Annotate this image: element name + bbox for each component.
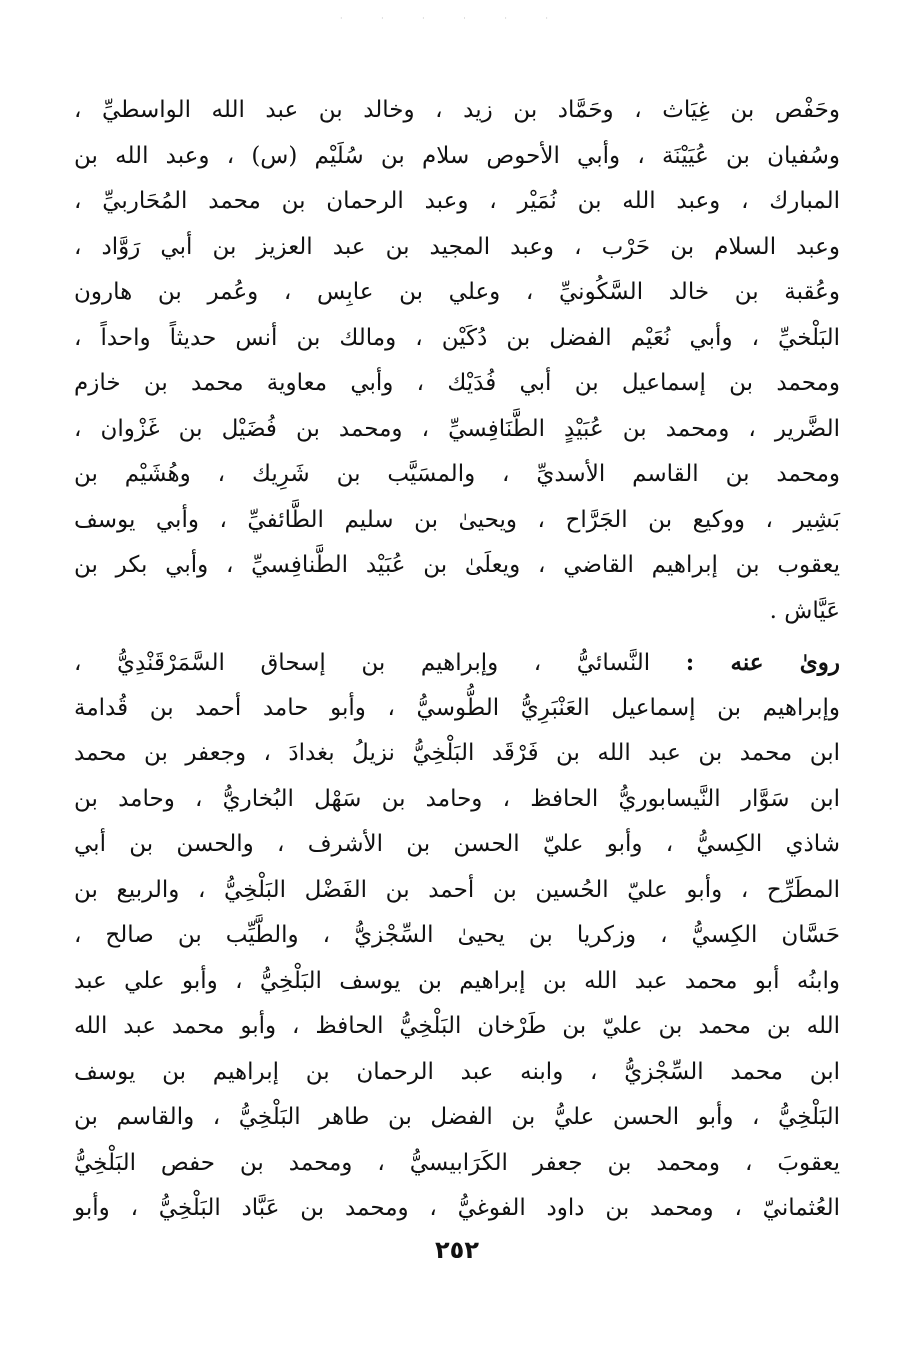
text-line: بَشِير ، ووكيع بن الجَرَّاح ، ويحيىٰ بن سليم الطَّائفيِّ ، وأبي يوسف: [74, 506, 840, 533]
text-line: وإبراهيم بن إسماعيل العَنْبَرِيُّ الطُّوسيُّ ، وأبو حامد أحمد بن قُدامة: [74, 694, 840, 721]
text-line: ومحمد بن إسماعيل بن أبي فُدَيْك ، وأبي معاوية محمد بن خازم: [74, 370, 840, 396]
text-line: وابنُه أبو محمد عبد الله بن إبراهيم بن يوسف البَلْخِيُّ ، وأبو علي عبد: [74, 967, 840, 994]
text-line: يعقوب بن إبراهيم القاضي ، ويعلَىٰ بن عُبَيْد الطَّنافِسيِّ ، وأبي بكر بن: [74, 552, 840, 578]
text-line: ابن محمد بن عبد الله بن فَرْقَد البَلْخِيُّ نزيلُ بغدادَ ، وجعفر بن محمد: [74, 740, 840, 766]
text-line-rest: النَّسائيُّ ، وإبراهيم بن إسحاق السَّمَرْقَنْدِيُّ ،: [74, 650, 651, 676]
text-line: ابن سَوَّار النَّيسابوريُّ الحافظ ، وحامد بن سَهْل البُخاريُّ ، وحامد بن: [74, 785, 840, 812]
narrated-by-paragraph: [74, 640, 840, 1232]
text-line: ومحمد بن القاسم الأسديِّ ، والمسَيَّب بن شَرِيك ، وهُشَيْم بن: [74, 461, 840, 487]
text-line: العُثمانيّ ، ومحمد بن داود الفوغيُّ ، ومحمد بن عَبَّاد البَلْخِيُّ ، وأبو: [74, 1195, 840, 1221]
text-line: المطَرِّح ، وأبو عليّ الحُسين بن أحمد بن الفَضْل البَلْخِيُّ ، والربيع بن: [74, 876, 840, 903]
narrators-from-paragraph: [74, 88, 840, 634]
page-number: ٢٥٢: [435, 1236, 479, 1264]
narrated-by-heading: روىٰ عنه :: [685, 649, 841, 676]
text-line: وحَفْص بن غِيَاث ، وحَمَّاد بن زيد ، وخالد بن عبد الله الواسطيِّ ،: [74, 97, 840, 123]
text-line: وعبد السلام بن حَرْب ، وعبد المجيد بن عبد العزيز بن أبي رَوَّاد ،: [74, 233, 840, 260]
text-line: الضَّرير ، ومحمد بن عُبَيْدٍ الطَّنَافِسيِّ ، ومحمد بن فُضَيْل بن غَزْوان ،: [74, 415, 840, 442]
text-line: وسُفيان بن عُيَيْنَة ، وأبي الأحوص سلام بن سُلَيْم (س) ، وعبد الله بن: [74, 142, 840, 169]
text-line: عَيَّاش .: [769, 597, 840, 624]
text-line-first: [74, 640, 840, 686]
text-line: يعقوبَ ، ومحمد بن جعفر الكَرَابيسيُّ ، ومحمد بن حفص البَلْخِيُّ: [74, 1149, 840, 1176]
text-line: الله بن محمد بن عليّ بن طَرْخان البَلْخِيُّ الحافظ ، وأبو محمد عبد الله: [74, 1013, 840, 1039]
text-line: البَلْخِيُّ ، وأبو الحسن عليُّ بن الفضل بن طاهر البَلْخِيُّ ، والقاسم بن: [74, 1104, 840, 1130]
text-line: ابن محمد السِّجْزيُّ ، وابنه عبد الرحمان بن إبراهيم بن يوسف: [74, 1058, 840, 1085]
text-line: حَسَّان الكِسيُّ ، وزكريا بن يحيىٰ السِّجْزيُّ ، والطَّيِّب بن صالح ،: [74, 922, 840, 948]
text-line: المبارك ، وعبد الله بن نُمَيْر ، وعبد الرحمان بن محمد المُحَاربيِّ ،: [74, 188, 840, 214]
text-line: شاذي الكِسيُّ ، وأبو عليّ الحسن بن الأشرف ، والحسن بن أبي: [74, 831, 840, 857]
scan-top-marks: · · · · · ·: [340, 14, 566, 23]
text-line: البَلْخيِّ ، وأبي نُعَيْم الفضل بن دُكَيْن ، ومالك بن أنس حديثاً واحداً ،: [74, 324, 840, 351]
text-line: وعُقبة بن خالد السَّكُونيِّ ، وعلي بن عابِس ، وعُمر بن هارون: [74, 279, 840, 305]
